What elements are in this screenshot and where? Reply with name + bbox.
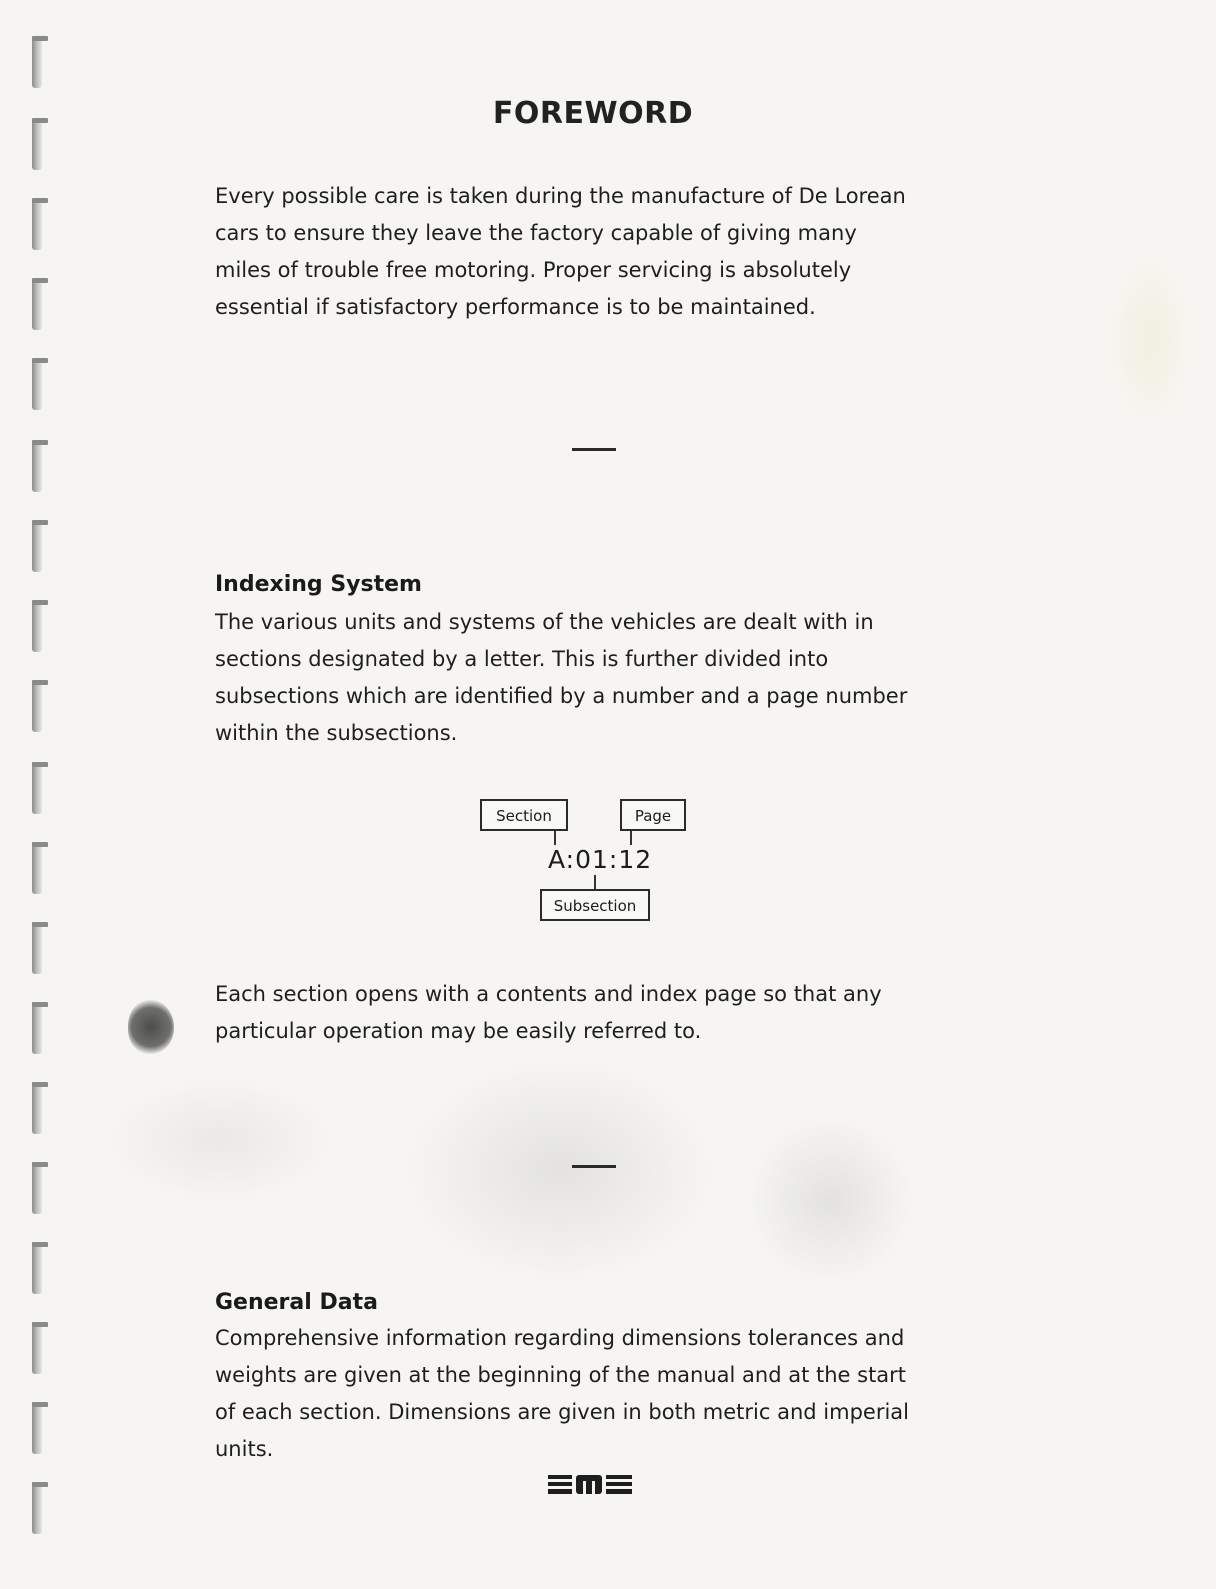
binding-hole [32,680,42,732]
binding-hole [32,1082,42,1134]
binding-hole [32,1002,42,1054]
general-data-paragraph [215,1320,995,1468]
section-divider [572,448,616,451]
binding-hole [32,520,42,572]
text-line: particular operation may be easily referred to. [215,1019,702,1043]
text-line: The various units and systems of the vehicles are dealt with in [215,610,874,634]
text-line: subsections which are identified by a number and a page number [215,684,908,708]
binding-hole [32,1482,42,1534]
binding-hole [32,358,42,410]
text-line: cars to ensure they leave the factory capable of giving many [215,221,857,245]
general-data-heading: General Data [215,1290,378,1315]
text-line: of each section. Dimensions are given in both metric and imperial [215,1400,910,1424]
binding-hole [32,600,42,652]
binding-hole [32,278,42,330]
section-divider [572,1165,616,1168]
text-line: within the subsections. [215,721,458,745]
binding-hole [32,1162,42,1214]
text-line: sections designated by a letter. This is further divided into [215,647,829,671]
dmc-logo [548,1472,634,1498]
section-label-box: Section [480,799,568,831]
page-label-box: Page [620,799,686,831]
binding-hole [32,922,42,974]
binding-hole [32,1402,42,1454]
index-note-paragraph [215,976,995,1050]
text-line: units. [215,1437,274,1461]
text-line: Every possible care is taken during the manufacture of De Lorean [215,184,906,208]
text-line: Comprehensive information regarding dimensions tolerances and [215,1326,905,1350]
foreword-paragraph [215,178,995,326]
text-line: miles of trouble free motoring. Proper servicing is absolutely [215,258,852,282]
binding-hole [32,440,42,492]
section-connector [554,831,556,845]
binding-hole [32,842,42,894]
page-connector [630,831,632,845]
indexing-heading: Indexing System [215,572,422,597]
ink-stain [128,1000,174,1054]
binding-marks [32,30,48,1560]
text-line: weights are given at the beginning of the manual and at the start [215,1363,907,1387]
index-code: A:01:12 [548,845,653,874]
binding-hole [32,36,42,88]
binding-hole [32,198,42,250]
binding-hole [32,1242,42,1294]
text-line: Each section opens with a contents and index page so that any [215,982,882,1006]
indexing-paragraph [215,604,995,752]
subsection-connector [594,875,596,889]
page-title: FOREWORD [492,96,694,131]
text-line: essential if satisfactory performance is to be maintained. [215,295,816,319]
index-code-diagram [480,795,700,930]
subsection-label-box: Subsection [540,889,650,921]
binding-hole [32,1322,42,1374]
binding-hole [32,762,42,814]
